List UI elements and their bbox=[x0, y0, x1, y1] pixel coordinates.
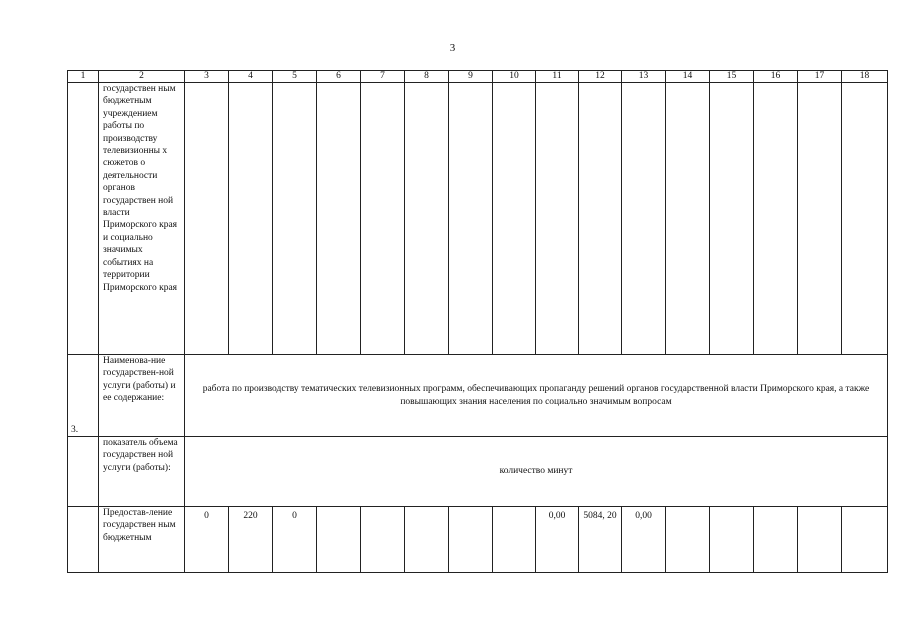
description-cell: Наименова-ние государствен-ной услуги (работы) и ее содержание: bbox=[99, 355, 185, 437]
header-cell: 16 bbox=[754, 71, 798, 83]
header-cell: 13 bbox=[622, 71, 666, 83]
value-cell: 0,00 bbox=[536, 507, 579, 573]
value-cell bbox=[317, 83, 361, 355]
header-cell: 14 bbox=[666, 71, 710, 83]
value-cell bbox=[710, 507, 754, 573]
value-cell: 0,00 bbox=[622, 507, 666, 573]
value-cell bbox=[449, 83, 493, 355]
description-cell: Предостав-ление государствен ным бюджетным bbox=[99, 507, 185, 573]
value-cell bbox=[361, 83, 405, 355]
header-cell: 8 bbox=[405, 71, 449, 83]
value-cell bbox=[622, 83, 666, 355]
value-cell bbox=[449, 507, 493, 573]
header-cell: 15 bbox=[710, 71, 754, 83]
index-cell bbox=[68, 83, 99, 355]
value-cell bbox=[405, 507, 449, 573]
table-row bbox=[68, 507, 888, 573]
value-cell bbox=[710, 83, 754, 355]
value-cell bbox=[798, 507, 842, 573]
value-cell bbox=[666, 507, 710, 573]
table-row bbox=[68, 437, 888, 507]
value-cell bbox=[185, 83, 229, 355]
value-cell bbox=[842, 83, 888, 355]
header-cell: 17 bbox=[798, 71, 842, 83]
header-cell: 3 bbox=[185, 71, 229, 83]
index-cell bbox=[68, 437, 99, 507]
page-number: 3 bbox=[449, 42, 456, 54]
value-cell bbox=[754, 507, 798, 573]
description-cell: показатель объема государствен ной услуги (работы): bbox=[99, 437, 185, 507]
description-cell: государствен ным бюджетным учреждением работы по производству телевизионны х сюжетов о деятельности органов государствен ной власти Приморского края и социально значимых событиях на территории Приморского края bbox=[99, 83, 185, 355]
header-cell: 5 bbox=[273, 71, 317, 83]
index-cell bbox=[68, 507, 99, 573]
header-cell: 4 bbox=[229, 71, 273, 83]
value-cell: 0 bbox=[185, 507, 229, 573]
value-cell bbox=[493, 507, 536, 573]
value-cell bbox=[842, 507, 888, 573]
table-row bbox=[68, 355, 888, 437]
value-cell: 5084, 20 bbox=[579, 507, 622, 573]
value-cell: 0 bbox=[273, 507, 317, 573]
value-cell bbox=[405, 83, 449, 355]
header-cell: 7 bbox=[361, 71, 405, 83]
value-cell bbox=[361, 507, 405, 573]
header-cell: 18 bbox=[842, 71, 888, 83]
value-cell bbox=[666, 83, 710, 355]
header-cell: 12 bbox=[579, 71, 622, 83]
header-cell: 2 bbox=[99, 71, 185, 83]
value-cell bbox=[273, 83, 317, 355]
header-cell: 11 bbox=[536, 71, 579, 83]
value-cell bbox=[229, 83, 273, 355]
value-cell bbox=[536, 83, 579, 355]
value-cell bbox=[493, 83, 536, 355]
value-cell: 220 bbox=[229, 507, 273, 573]
volume-indicator-cell: количество минут bbox=[185, 437, 888, 507]
header-cell: 1 bbox=[68, 71, 99, 83]
header-cell: 10 bbox=[493, 71, 536, 83]
value-cell bbox=[317, 507, 361, 573]
data-table bbox=[67, 70, 888, 573]
index-cell: 3. bbox=[68, 355, 99, 437]
service-content-cell: работа по производству тематических телевизионных программ, обеспечивающих пропаганду решений органов государственной власти Приморского края, а также повышающих знания населения по социально значимым вопросам bbox=[185, 355, 888, 437]
table-row bbox=[68, 83, 888, 355]
value-cell bbox=[798, 83, 842, 355]
value-cell bbox=[754, 83, 798, 355]
header-row bbox=[68, 71, 888, 83]
value-cell bbox=[579, 83, 622, 355]
header-cell: 9 bbox=[449, 71, 493, 83]
header-cell: 6 bbox=[317, 71, 361, 83]
